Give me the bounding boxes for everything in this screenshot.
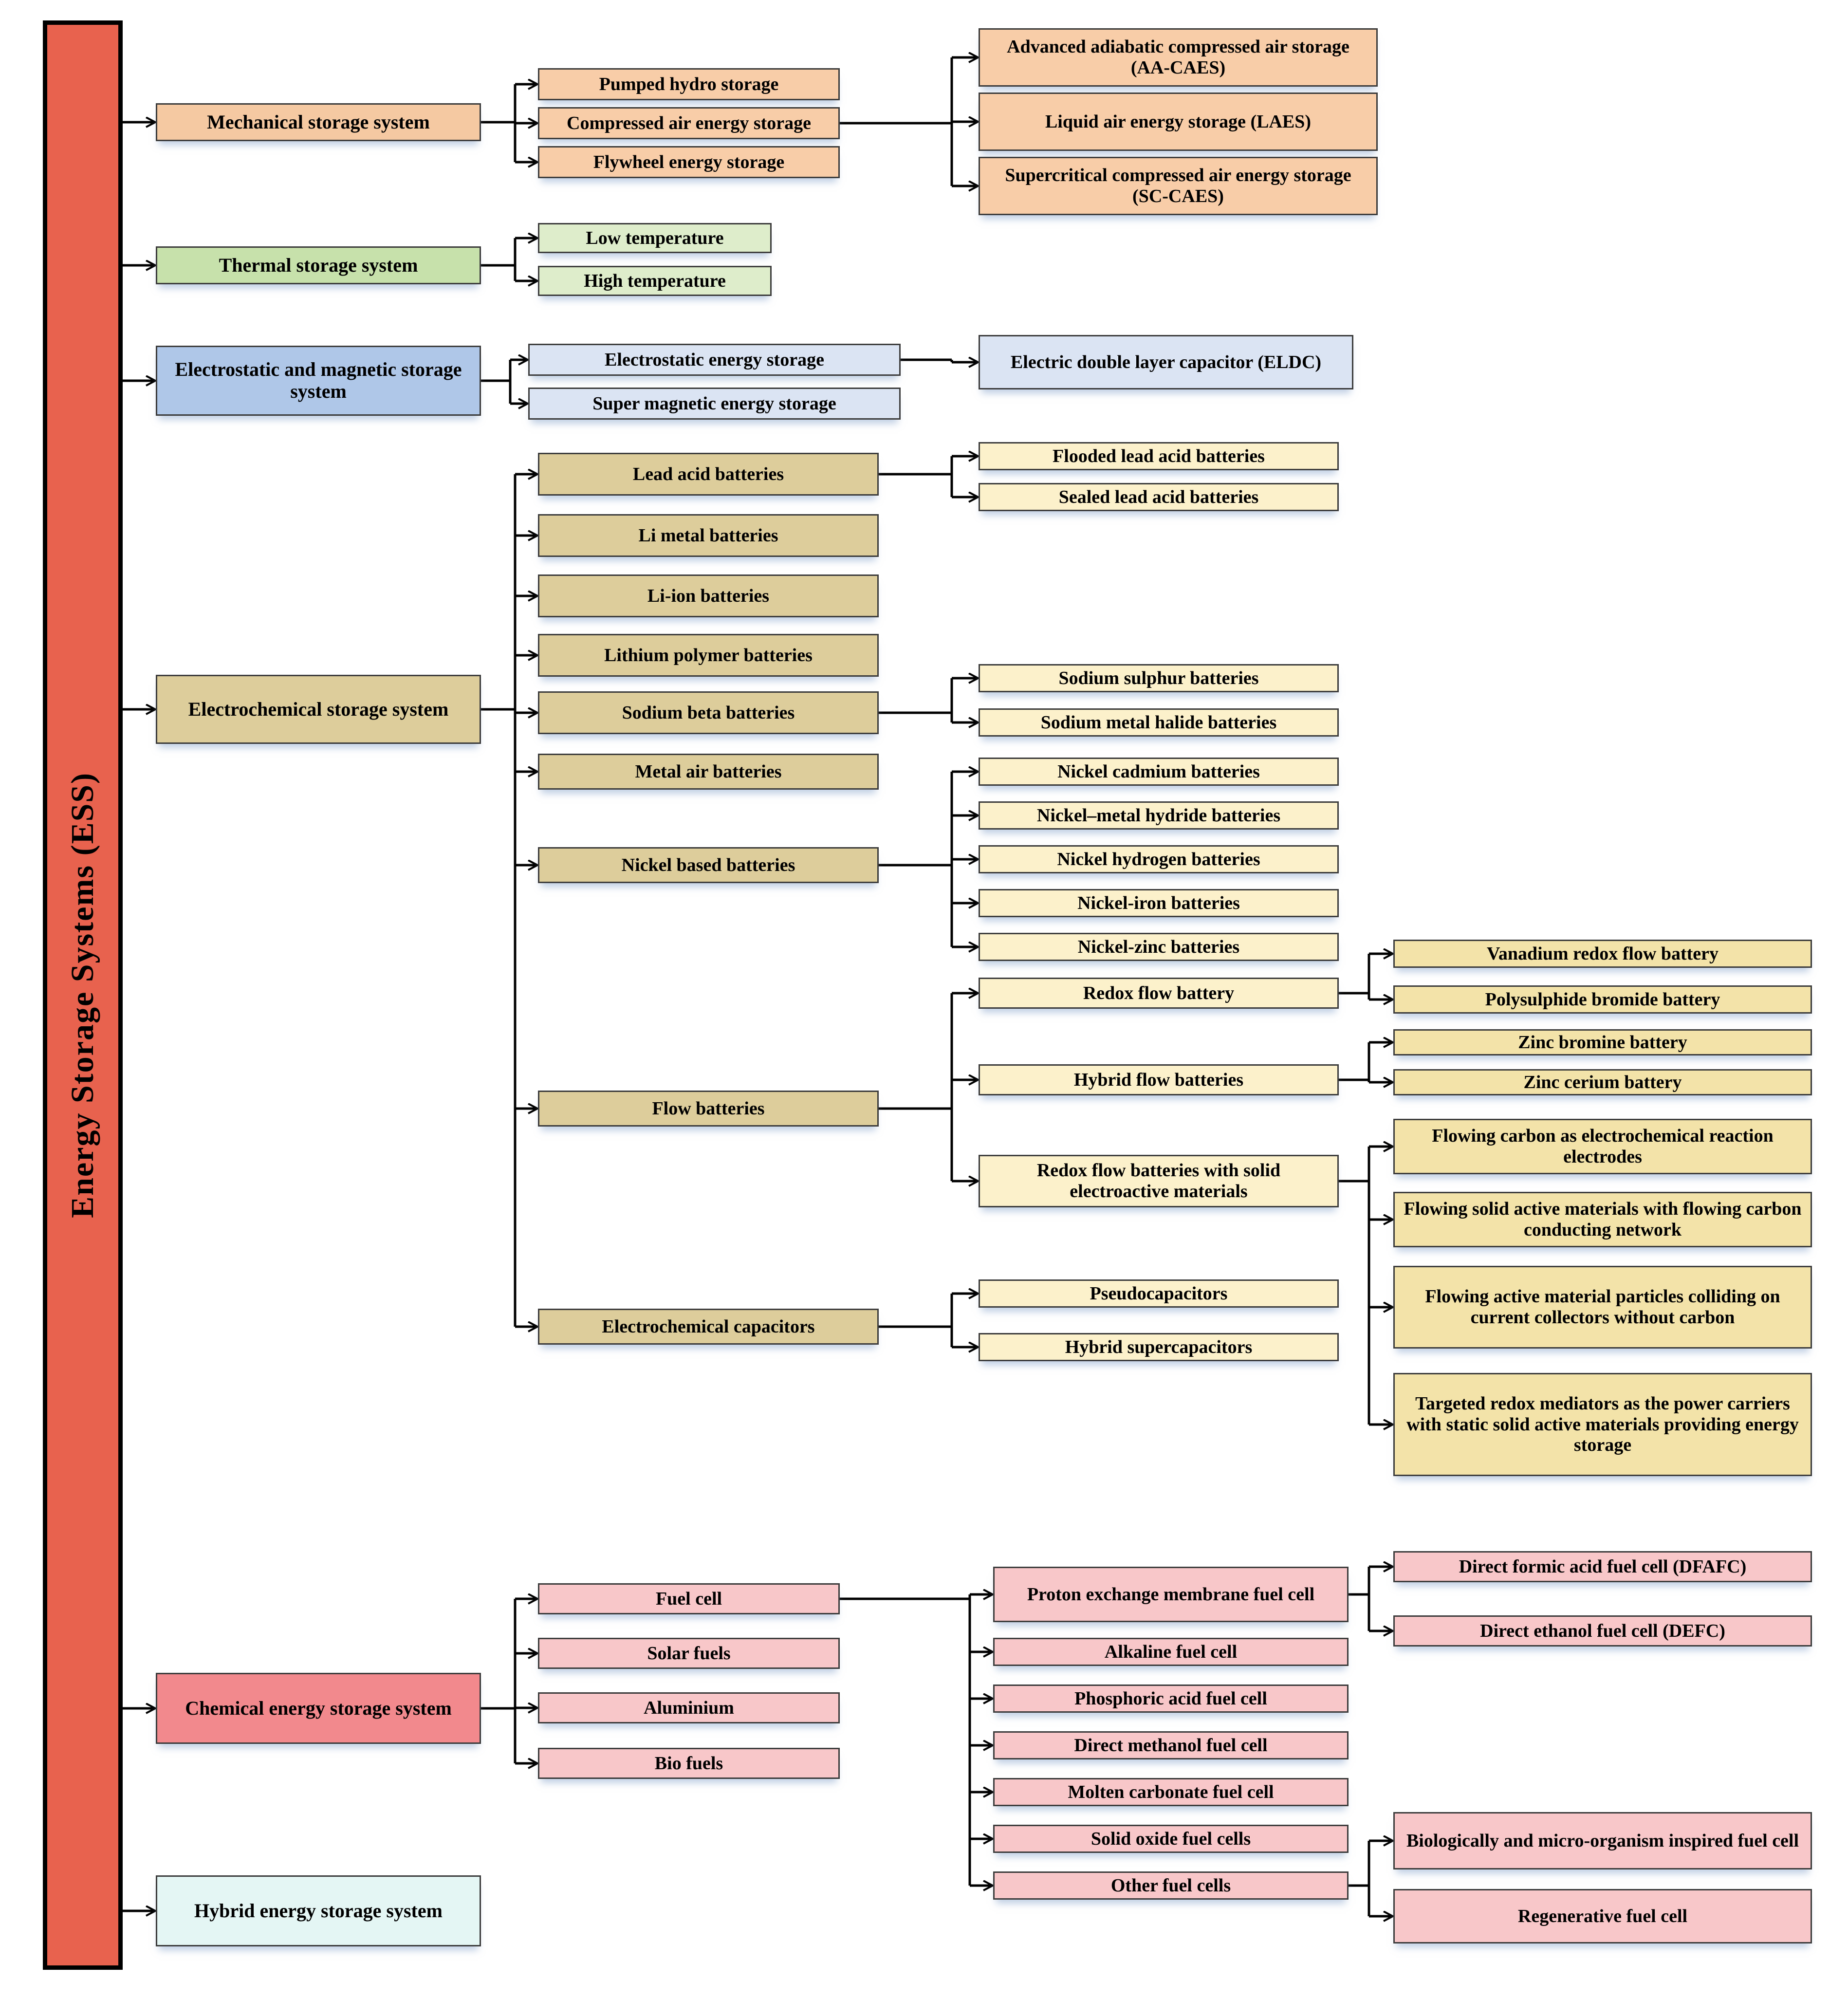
node-label: Sodium metal halide batteries [1040, 712, 1277, 733]
node-label: Flywheel energy storage [593, 151, 785, 172]
node-label: Alkaline fuel cell [1104, 1641, 1238, 1662]
node-pseudo [979, 1279, 1339, 1308]
node-lowt [538, 223, 772, 253]
node-label: Mechanical storage system [207, 111, 430, 133]
node-label: Super magnetic energy storage [592, 393, 836, 414]
node-label: Sealed lead acid batteries [1058, 486, 1259, 507]
node-namx [979, 708, 1339, 737]
node-nizn [979, 933, 1339, 961]
node-label: High temperature [584, 270, 726, 291]
node-label: Regenerative fuel cell [1517, 1906, 1688, 1926]
node-mcfc [993, 1778, 1349, 1806]
node-afc [993, 1638, 1349, 1666]
node-label: Fuel cell [655, 1588, 722, 1609]
node-label: Flooded lead acid batteries [1053, 445, 1265, 466]
node-alu [538, 1692, 840, 1723]
node-znbr [1393, 1029, 1812, 1055]
node-label: Electrochemical storage system [188, 698, 449, 720]
node-nabeta [538, 691, 879, 734]
node-label: Liquid air energy storage (LAES) [1045, 111, 1312, 132]
node-leadacid [538, 453, 879, 496]
node-laes [979, 93, 1378, 151]
root-bar-energy-storage-systems [43, 20, 123, 1970]
node-label: Sodium sulphur batteries [1058, 667, 1259, 688]
node-pumped [538, 68, 840, 100]
node-label: Hybrid energy storage system [194, 1899, 443, 1922]
node-other [993, 1871, 1349, 1900]
node-label: Nickel cadmium batteries [1057, 761, 1260, 782]
node-label: Vanadium redox flow battery [1486, 943, 1719, 964]
node-label: Nickel based batteries [621, 854, 795, 875]
node-label: Zinc cerium battery [1523, 1072, 1682, 1092]
node-label: Flowing carbon as electrochemical reaction electrodes [1432, 1126, 1774, 1167]
node-label: Electrostatic and magnetic storage system [175, 358, 462, 402]
node-label: Flow batteries [652, 1098, 765, 1119]
node-defc [1393, 1615, 1812, 1647]
node-label: Bio fuels [654, 1753, 723, 1774]
node-sealed [979, 483, 1339, 511]
node-mech [156, 103, 481, 141]
node-rfbsolid [979, 1155, 1339, 1207]
node-rfb [979, 978, 1339, 1009]
node-label: Electrochemical capacitors [602, 1316, 815, 1337]
node-regen [1393, 1889, 1812, 1943]
node-hybsc [979, 1333, 1339, 1361]
node-label: Molten carbonate fuel cell [1068, 1781, 1274, 1802]
node-label: Direct ethanol fuel cell (DEFC) [1480, 1620, 1725, 1641]
node-label: Phosphoric acid fuel cell [1074, 1688, 1267, 1709]
node-caes [538, 107, 840, 139]
node-nih2 [979, 845, 1339, 873]
node-eles [528, 344, 901, 376]
node-label: Energy Storage Systems (ESS) [65, 772, 101, 1218]
node-fcel1 [1393, 1119, 1812, 1174]
node-label: Solar fuels [647, 1643, 731, 1664]
node-label: Sodium beta batteries [622, 702, 795, 723]
node-label: Metal air batteries [635, 761, 782, 782]
node-label: Hybrid supercapacitors [1065, 1336, 1253, 1357]
node-fcel4 [1393, 1373, 1812, 1476]
node-label: Li-ion batteries [647, 585, 770, 606]
node-sccaes [979, 157, 1378, 215]
node-bioinsp [1393, 1812, 1812, 1869]
node-pafc [993, 1684, 1349, 1713]
node-label: Aluminium [644, 1697, 734, 1718]
node-flyw [538, 146, 840, 178]
node-fuelcell [538, 1583, 840, 1614]
node-hight [538, 266, 772, 296]
node-label: Li metal batteries [638, 525, 778, 546]
node-lipoly [538, 634, 879, 677]
node-label: Flowing active material particles colliding on current collectors without carbon [1425, 1286, 1780, 1328]
node-label: Redox flow batteries with solid electroactive materials [1036, 1160, 1281, 1202]
node-znce [1393, 1069, 1812, 1095]
node-psb [1393, 985, 1812, 1014]
node-label: Electric double layer capacitor (ELDC) [1010, 352, 1322, 372]
node-fcel3 [1393, 1266, 1812, 1349]
node-solar [538, 1638, 840, 1669]
node-echem [156, 675, 481, 744]
node-nimh [979, 801, 1339, 830]
node-label: Pumped hydro storage [599, 74, 779, 94]
node-bio [538, 1748, 840, 1779]
node-label: Nickel-iron batteries [1077, 892, 1240, 913]
node-label: Targeted redox mediators as the power carriers with static solid active materials providing energy storage [1406, 1393, 1799, 1456]
node-metalair [538, 754, 879, 790]
node-smes [528, 388, 901, 420]
node-nas [979, 664, 1339, 692]
node-thermal [156, 246, 481, 284]
node-flowbat [538, 1091, 879, 1127]
node-label: Solid oxide fuel cells [1090, 1828, 1251, 1849]
node-electro [156, 346, 481, 416]
node-vrfb [1393, 940, 1812, 968]
node-label: Electrostatic energy storage [605, 349, 824, 370]
node-pem [993, 1567, 1349, 1622]
node-label: Lithium polymer batteries [604, 645, 813, 666]
node-label: Advanced adiabatic compressed air storage (AA-CAES) [1007, 37, 1349, 78]
node-limetal [538, 514, 879, 557]
node-label: Direct methanol fuel cell [1074, 1735, 1268, 1756]
node-label: Direct formic acid fuel cell (DFAFC) [1459, 1556, 1747, 1577]
node-label: Lead acid batteries [632, 463, 784, 484]
node-label: Hybrid flow batteries [1073, 1069, 1244, 1090]
node-nickel [538, 847, 879, 883]
node-label: Supercritical compressed air energy storage (SC-CAES) [1005, 165, 1351, 206]
node-label: Chemical energy storage system [185, 1697, 452, 1719]
node-hfb [979, 1064, 1339, 1095]
node-eldc [979, 335, 1353, 389]
node-dmfc [993, 1731, 1349, 1759]
node-chem [156, 1673, 481, 1744]
node-label: Low temperature [586, 227, 724, 248]
node-dfafc [1393, 1551, 1812, 1582]
node-nife [979, 889, 1339, 917]
node-nicd [979, 758, 1339, 786]
node-sofc [993, 1825, 1349, 1853]
node-label: Proton exchange membrane fuel cell [1027, 1584, 1315, 1605]
node-label: Redox flow battery [1083, 982, 1235, 1003]
node-label: Biologically and micro-organism inspired fuel cell [1406, 1830, 1799, 1851]
node-label: Polysulphide bromide battery [1485, 989, 1720, 1010]
node-label: Compressed air energy storage [567, 112, 811, 133]
node-label: Nickel-zinc batteries [1077, 936, 1240, 957]
node-label: Zinc bromine battery [1518, 1032, 1687, 1053]
node-label: Thermal storage system [219, 254, 418, 276]
node-label: Pseudocapacitors [1090, 1283, 1228, 1304]
node-hyb [156, 1875, 481, 1946]
node-label: Nickel–metal hydride batteries [1036, 805, 1281, 826]
node-label: Nickel hydrogen batteries [1057, 849, 1260, 870]
node-liion [538, 574, 879, 617]
node-flooded [979, 442, 1339, 470]
node-fcel2 [1393, 1192, 1812, 1247]
node-eccap [538, 1309, 879, 1345]
node-label: Flowing solid active materials with flowing carbon conducting network [1404, 1199, 1802, 1240]
node-label: Other fuel cells [1110, 1875, 1231, 1896]
node-aacaes [979, 28, 1378, 87]
